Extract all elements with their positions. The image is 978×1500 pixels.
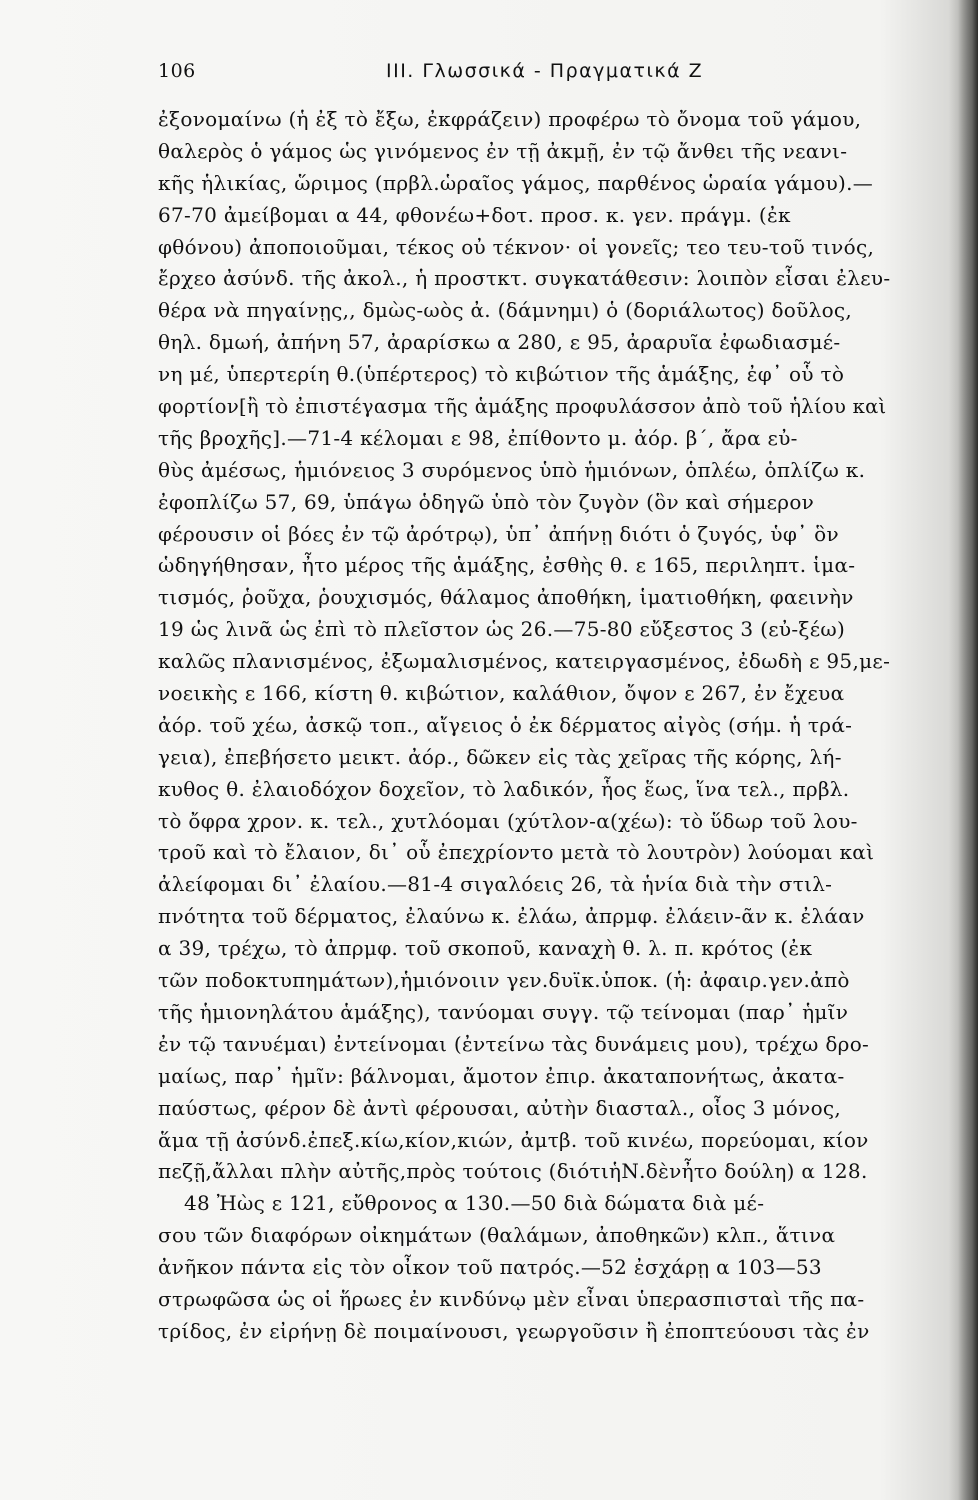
text-line: γεια), ἐπεβήσετο μεικτ. ἀόρ., δῶκεν εἰς τὰς χεῖρας τῆς κόρης, λή- bbox=[158, 744, 842, 769]
text-line: ἔρχεο ἀσύνδ. τῆς ἀκολ., ἡ προστκτ. συγκατάθεσιν: λοιπὸν εἶσαι ἐλευ- bbox=[158, 266, 891, 291]
text-line: τῶν ποδοκτυπημάτων),ἡμιόνοιιν γεν.δυϊκ.ὑποκ. (ἡ: ἀφαιρ.γεν.ἀπὸ bbox=[158, 968, 850, 993]
text-line: κυθος θ. ἐλαιοδόχον δοχεῖον, τὸ λαδικόν, ἧος ἕως, ἵνα τελ., πρβλ. bbox=[158, 776, 850, 801]
text-line: φέρουσιν οἱ βόες ἐν τῷ ἀρότρῳ), ὑπ᾽ ἀπήνῃ διότι ὁ ζυγός, ὑφ᾽ ὃν bbox=[158, 521, 839, 546]
text-line: πνότητα τοῦ δέρματος, ἐλαύνω κ. ἐλάω, ἀπρμφ. ἐλάειν-ᾶν κ. ἐλάαν bbox=[158, 904, 865, 929]
text-line: στρωφῶσα ὡς οἱ ἥρωες ἐν κινδύνῳ μὲν εἶναι ὑπερασπισταὶ τῆς πα- bbox=[158, 1286, 865, 1311]
text-line: τρίδος, ἐν εἰρήνῃ δὲ ποιμαίνουσι, γεωργοῦσιν ἢ ἐποπτεύουσι τὰς ἐν bbox=[158, 1318, 870, 1343]
text-line: ἐφοπλίζω 57, 69, ὑπάγω ὁδηγῶ ὑπὸ τὸν ζυγὸν (ὃν καὶ σήμερον bbox=[158, 489, 815, 514]
page-number: 106 bbox=[158, 60, 196, 82]
text-line: 19 ὡς λινᾶ ὡς ἐπὶ τὸ πλεῖστον ὡς 26.—75-80 εὔξεστος 3 (εὐ-ξέω) bbox=[158, 617, 846, 642]
text-line: νοεικὴς ε 166, κίστη θ. κιβώτιον, καλάθιον, ὄψον ε 267, ἐν ἔχευα bbox=[158, 681, 845, 706]
text-line: ἀόρ. τοῦ χέω, ἀσκῷ τοπ., αἴγειος ὁ ἐκ δέρματος αἰγὸς (σήμ. ἡ τρά- bbox=[158, 712, 853, 737]
text-line: τῆς βροχῆς].—71-4 κέλομαι ε 98, ἐπίθοντο μ. ἀόρ. β΄, ἄρα εὐ- bbox=[158, 425, 798, 450]
text-line: παύστως, φέρον δὲ ἀντὶ φέρουσαι, αὐτὴν διασταλ., οἶος 3 μόνος, bbox=[158, 1095, 842, 1120]
text-line: τροῦ καὶ τὸ ἔλαιον, δι᾽ οὗ ἐπεχρίοντο μετὰ τὸ λουτρὸν) λούομαι καὶ bbox=[158, 840, 875, 865]
page-header bbox=[158, 60, 918, 90]
text-line: κῆς ἡλικίας, ὥριμος (πρβλ.ὡραῖος γάμος, παρθένος ὡραία γάμου).— bbox=[158, 170, 874, 195]
text-line: ἐν τῷ τανυέμαι) ἐντείνομαι (ἐντείνω τὰς δυνάμεις μου), τρέχω δρο- bbox=[158, 1031, 870, 1056]
text-line: ἐξονομαίνω (ἡ ἐξ τὸ ἔξω, ἐκφράζειν) προφέρω τὸ ὄνομα τοῦ γάμου, bbox=[158, 107, 862, 131]
text-line: 67-70 ἀμείβομαι α 44, φθονέω+δοτ. προσ. κ. γεν. πράγμ. (ἐκ bbox=[158, 202, 791, 227]
text-line: πεζῇ,ἄλλαι πλὴν αὐτῆς,πρὸς τούτοις (διότιἡΝ.δὲνἦτο δούλη) α 128. bbox=[158, 1159, 868, 1184]
commentary-text bbox=[158, 104, 900, 1348]
text-line: τισμός, ῥοῦχα, ῥουχισμός, θάλαμος ἀποθήκη, ἱματιοθήκη, φαεινὴν bbox=[158, 585, 854, 610]
running-title: ΙΙΙ. Γλωσσικά - Πραγματικά Ζ bbox=[386, 60, 704, 82]
text-line: νη μέ, ὑπερτερίη θ.(ὑπέρτερος) τὸ κιβώτιον τῆς ἁμάξης, ἐφ᾽ οὗ τὸ bbox=[158, 362, 845, 387]
text-line: ἅμα τῇ ἀσύνδ.ἐπεξ.κίω,κίον,κιών, ἀμτβ. τοῦ κινέω, πορεύομαι, κίον bbox=[158, 1127, 869, 1152]
page-edge-shadow bbox=[958, 0, 978, 1500]
text-line: τὸ ὄφρα χρον. κ. τελ., χυτλόομαι (χύτλον-α(χέω): τὸ ὕδωρ τοῦ λου- bbox=[158, 808, 858, 833]
text-line: σου τῶν διαφόρων οἰκημάτων (θαλάμων, ἀποθηκῶν) κλπ., ἅτινα bbox=[158, 1223, 836, 1248]
text-line: τῆς ἡμιονηλάτου ἁμάξης), τανύομαι συγγ. τῷ τείνομαι (παρ᾽ ἡμῖν bbox=[158, 999, 849, 1024]
text-line: θέρα νὰ πηγαίνῃς,, δμὼς-ωὸς ἀ. (δάμνημι) ὁ (δοριάλωτος) δοῦλος, bbox=[158, 298, 853, 323]
text-line: θηλ. δμωή, ἀπήνη 57, ἀραρίσκω α 280, ε 95, ἀραρυῖα ἐφωδιασμέ- bbox=[158, 330, 841, 355]
text-line: φθόνου) ἀποποιοῦμαι, τέκος οὐ τέκνον· οἱ γονεῖς; τεο τευ-τοῦ τινός, bbox=[158, 234, 875, 259]
text-line: ἀνῆκον πάντα εἰς τὸν οἶκον τοῦ πατρός.—52 ἐσχάρῃ α 103—53 bbox=[158, 1255, 822, 1280]
text-line: φορτίον[ἢ τὸ ἐπιστέγασμα τῆς ἁμάξης προφυλάσσον ἀπὸ τοῦ ἡλίου καὶ bbox=[158, 395, 887, 419]
text-line: θαλερὸς ὁ γάμος ὡς γινόμενος ἐν τῇ ἀκμῇ, ἐν τῷ ἄνθει τῆς νεανι- bbox=[158, 138, 848, 163]
text-line: μαίως, παρ᾽ ἡμῖν: βάλνομαι, ἄμοτον ἐπιρ. ἀκαταπονήτως, ἀκατα- bbox=[158, 1063, 845, 1088]
text-line: θὺς ἀμέσως, ἡμιόνειος 3 συρόμενος ὑπὸ ἡμιόνων, ὁπλέω, ὁπλίζω κ. bbox=[158, 457, 866, 482]
text-line: α 39, τρέχω, τὸ ἀπρμφ. τοῦ σκοποῦ, καναχὴ θ. λ. π. κρότος (ἐκ bbox=[158, 936, 813, 961]
text-line: 48 Ἠὼς ε 121, εὔθρονος α 130.—50 διὰ δώματα διὰ μέ- bbox=[184, 1191, 765, 1216]
text-line: ἀλείφομαι δι᾽ ἐλαίου.—81-4 σιγαλόεις 26, τὰ ἡνία διὰ τὴν στιλ- bbox=[158, 872, 833, 897]
text-line: καλῶς πλανισμένος, ἐξωμαλισμένος, κατειργασμένος, ἐδωδὴ ε 95,με- bbox=[158, 649, 891, 674]
text-line: ὡδηγήθησαν, ἦτο μέρος τῆς ἁμάξης, ἐσθὴς θ. ε 165, περιληπτ. ἱμα- bbox=[158, 553, 856, 578]
